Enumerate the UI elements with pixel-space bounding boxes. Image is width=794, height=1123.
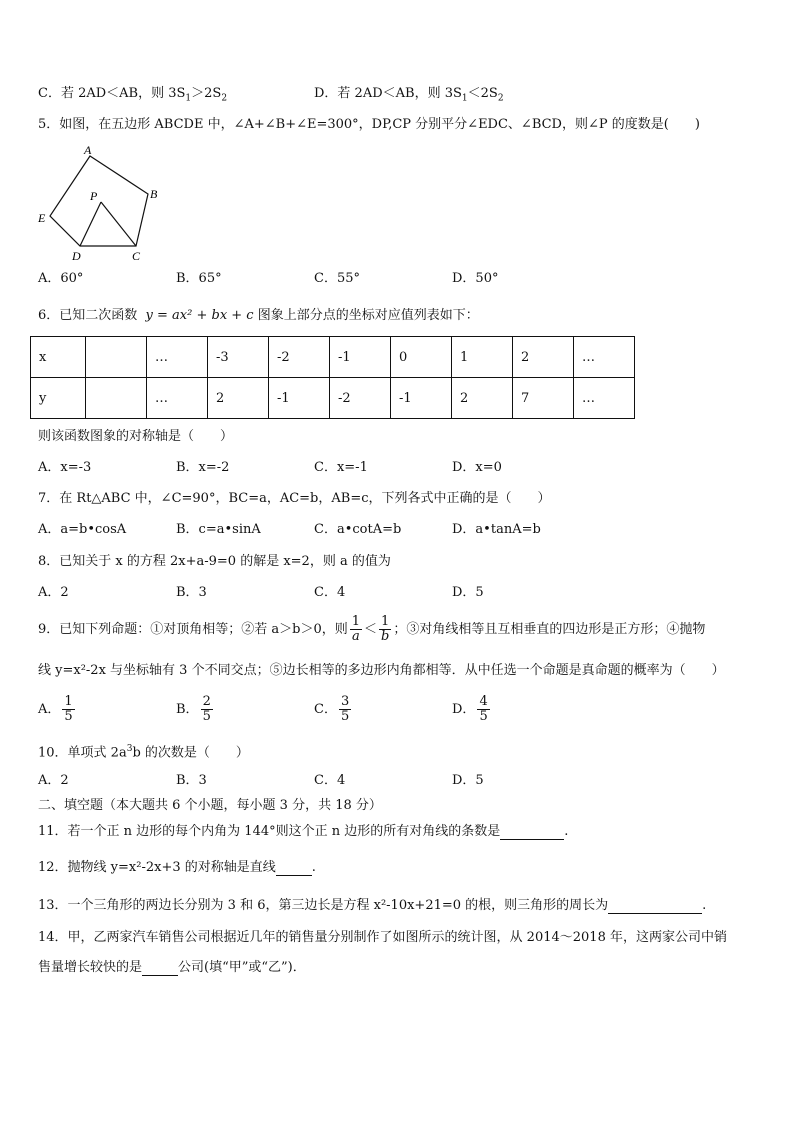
q4-option-d: D．若 2AD＜AB，则 $3S_1<2S_2$ <box>314 86 504 104</box>
q6-option-c: C．x=-1 <box>314 460 368 475</box>
table-cell: … <box>147 378 208 419</box>
q7-option-a: A．a=b•cosA <box>38 522 127 537</box>
q6-option-d: D．x=0 <box>452 460 502 475</box>
pentagon-figure <box>34 140 174 265</box>
q13-line: 13．一个三角形的两边长分别为 3 和 6，第三边长是方程 x²-10x+21=0 的根，则三角形的周长为 . <box>38 898 707 913</box>
q6-stem: 6．已知二次函数 y = ax² + bx + c 图象上部分点的坐标对应值列表如下： <box>38 308 479 323</box>
q8-option-d: D．5 <box>452 585 484 600</box>
table-cell: -1 <box>391 378 452 419</box>
q8-option-b: B．3 <box>176 585 207 600</box>
label-b: B <box>150 187 158 201</box>
q8-stem: 8．已知关于 x 的方程 2x+a-9=0 的解是 x=2，则 a 的值为 <box>38 554 391 569</box>
table-cell: 7 <box>513 378 574 419</box>
q9-line2: 线 y=x²-2x 与坐标轴有 3 个不同交点；⑤边长相等的多边形内角都相等．从中任选一个命题是真命题的概率为（ ） <box>38 663 725 678</box>
q10-option-c: C．4 <box>314 773 346 788</box>
q7-option-c: C．a•cotA=b <box>314 522 402 537</box>
q8-option-a: A．2 <box>38 585 69 600</box>
section-heading: 二、填空题（本大题共 6 个小题，每小题 3 分，共 18 分） <box>38 798 382 813</box>
q5-option-d: D．50° <box>452 271 499 286</box>
q6-function: y = ax² + bx + c <box>145 308 254 323</box>
table-cell: -2 <box>330 378 391 419</box>
q9-option-b: B． $\frac{2}{5}$ <box>176 694 211 724</box>
table-cell: 2 <box>513 337 574 378</box>
q10-option-d: D．5 <box>452 773 484 788</box>
segment-cp <box>101 202 136 246</box>
table-cell: -1 <box>330 337 391 378</box>
answer-blank <box>142 961 178 976</box>
answer-blank <box>276 861 312 876</box>
q9-option-a: A． $\frac{1}{5}$ <box>38 694 73 724</box>
answer-blank <box>500 825 564 840</box>
q6-option-a: A．x=-3 <box>38 460 92 475</box>
q4-option-c: C．若 2AD＜AB，则 $3S_1>2S_2$ <box>38 86 228 104</box>
q5-option-a: A．60° <box>38 271 84 286</box>
table-cell: 1 <box>452 337 513 378</box>
q10-option-b: B．3 <box>176 773 207 788</box>
q8-option-c: C．4 <box>314 585 346 600</box>
table-cell <box>86 378 147 419</box>
table-cell <box>86 337 147 378</box>
segment-dp <box>80 202 101 246</box>
table-cell: … <box>574 378 635 419</box>
q7-stem: 7．在 Rt△ABC 中，∠C=90°，BC=a，AC=b，AB=c，下列各式中正确的是（ ） <box>38 491 551 506</box>
table-cell: 2 <box>452 378 513 419</box>
table-cell: x <box>31 337 86 378</box>
q9-line1: 9．已知下列命题：①对顶角相等；②若 a＞b＞0，则 $\frac{1}{a}$ ＜ $\frac{1}{b}$ ；③对角线相等且互相垂直的四边形是正方形；④抛物 <box>38 614 706 644</box>
q5-option-b: B．65° <box>176 271 222 286</box>
q6-question: 则该函数图象的对称轴是（ ） <box>38 429 234 444</box>
label-c: C <box>132 249 141 263</box>
table-cell: … <box>574 337 635 378</box>
label-p: P <box>90 189 98 203</box>
q10-option-a: A．2 <box>38 773 69 788</box>
q9-option-c: C． $\frac{3}{5}$ <box>314 694 350 724</box>
answer-blank <box>608 899 702 914</box>
q12-line: 12．抛物线 y=x²-2x+3 的对称轴是直线 . <box>38 860 316 875</box>
label-a: A <box>84 143 92 157</box>
q10-stem: 10．单项式 $2a^3b$ 的次数是（ ） <box>38 744 249 761</box>
table-cell: -1 <box>269 378 330 419</box>
q7-option-b: B．c=a•sinA <box>176 522 261 537</box>
q14-line2: 售量增长较快的是 公司(填“甲”或“乙”)． <box>38 960 306 975</box>
label-d: D <box>72 249 81 263</box>
fraction-1-over-a: $\frac{1}{a}$ <box>351 614 361 644</box>
table-cell: -3 <box>208 337 269 378</box>
fraction-1-over-b: $\frac{1}{b}$ <box>381 614 390 644</box>
table-cell: y <box>31 378 86 419</box>
pentagon-abcde <box>50 156 148 246</box>
table-cell: 2 <box>208 378 269 419</box>
q9-option-d: D． $\frac{4}{5}$ <box>452 694 488 724</box>
q14-line1: 14．甲，乙两家汽车销售公司根据近几年的销售量分别制作了如图所示的统计图，从 2014～2018 年，这两家公司中销 <box>38 930 727 945</box>
q7-option-d: D．a•tanA=b <box>452 522 541 537</box>
q6-option-b: B．x=-2 <box>176 460 230 475</box>
table-row-x <box>31 337 635 378</box>
table-cell: -2 <box>269 337 330 378</box>
table-row-y <box>31 378 635 419</box>
table-cell: … <box>147 337 208 378</box>
q11-line: 11．若一个正 n 边形的每个内角为 144°则这个正 n 边形的所有对角线的条数是 . <box>38 824 569 839</box>
table-cell: 0 <box>391 337 452 378</box>
q5-stem: 5．如图，在五边形 ABCDE 中，∠A+∠B+∠E=300°，DP,CP 分别平分∠EDC、∠BCD，则∠P 的度数是( ) <box>38 117 700 132</box>
value-table <box>30 336 635 419</box>
label-e: E <box>38 211 46 225</box>
q5-option-c: C．55° <box>314 271 360 286</box>
